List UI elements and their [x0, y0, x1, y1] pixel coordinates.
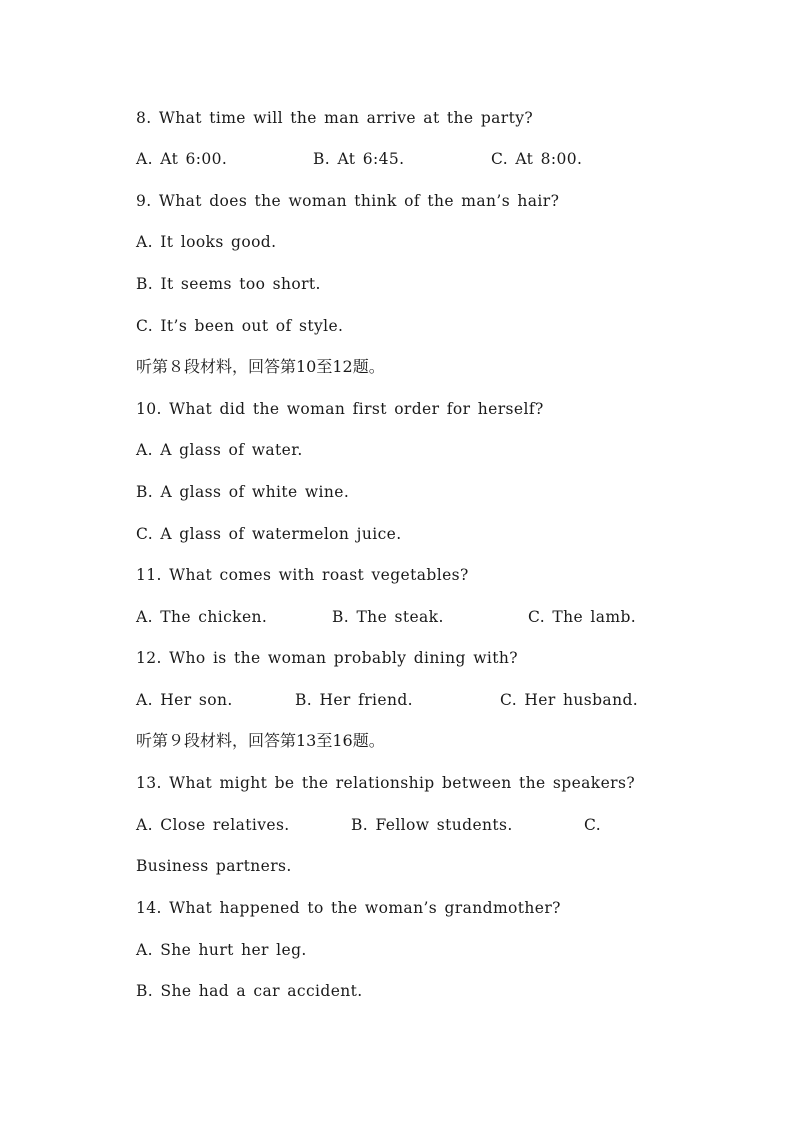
q10-option-b: B. A glass of white wine.: [136, 483, 350, 501]
q10-option-c: C. A glass of watermelon juice.: [136, 525, 402, 543]
q10-option-a: A. A glass of water.: [136, 441, 303, 459]
q12-option-b: B. Her friend.: [295, 691, 413, 709]
q13-option-b: B. Fellow students.: [351, 816, 513, 834]
question-12: 12. Who is the woman probably dining with?: [136, 649, 518, 667]
question-13: 13. What might be the relationship between the speakers?: [136, 774, 636, 792]
q13-option-c: C.: [584, 816, 602, 834]
question-10: 10. What did the woman first order for herself?: [136, 400, 544, 418]
q12-option-a: A. Her son.: [136, 691, 233, 709]
q13-option-c-continuation: Business partners.: [136, 857, 292, 875]
q13-option-a: A. Close relatives.: [136, 816, 290, 834]
question-9: 9. What does the woman think of the man’s hair?: [136, 192, 560, 210]
q12-option-c: C. Her husband.: [500, 691, 639, 709]
q8-option-b: B. At 6:45.: [313, 150, 405, 168]
question-14: 14. What happened to the woman’s grandmother?: [136, 899, 561, 917]
section-9-instruction: 听第９段材料，回答第13至16题。: [136, 731, 385, 750]
q8-option-c: C. At 8:00.: [491, 150, 583, 168]
q11-option-a: A. The chicken.: [136, 608, 268, 626]
q11-option-c: C. The lamb.: [528, 608, 637, 626]
q9-option-a: A. It looks good.: [136, 233, 277, 251]
q9-option-b: B. It seems too short.: [136, 275, 321, 293]
question-11: 11. What comes with roast vegetables?: [136, 566, 469, 584]
q11-option-b: B. The steak.: [332, 608, 444, 626]
q9-option-c: C. It’s been out of style.: [136, 317, 344, 335]
q14-option-b: B. She had a car accident.: [136, 982, 363, 1000]
q8-option-a: A. At 6:00.: [136, 150, 228, 168]
question-8: 8. What time will the man arrive at the party?: [136, 109, 534, 127]
q14-option-a: A. She hurt her leg.: [136, 941, 307, 959]
section-8-instruction: 听第８段材料，回答第10至12题。: [136, 357, 385, 376]
